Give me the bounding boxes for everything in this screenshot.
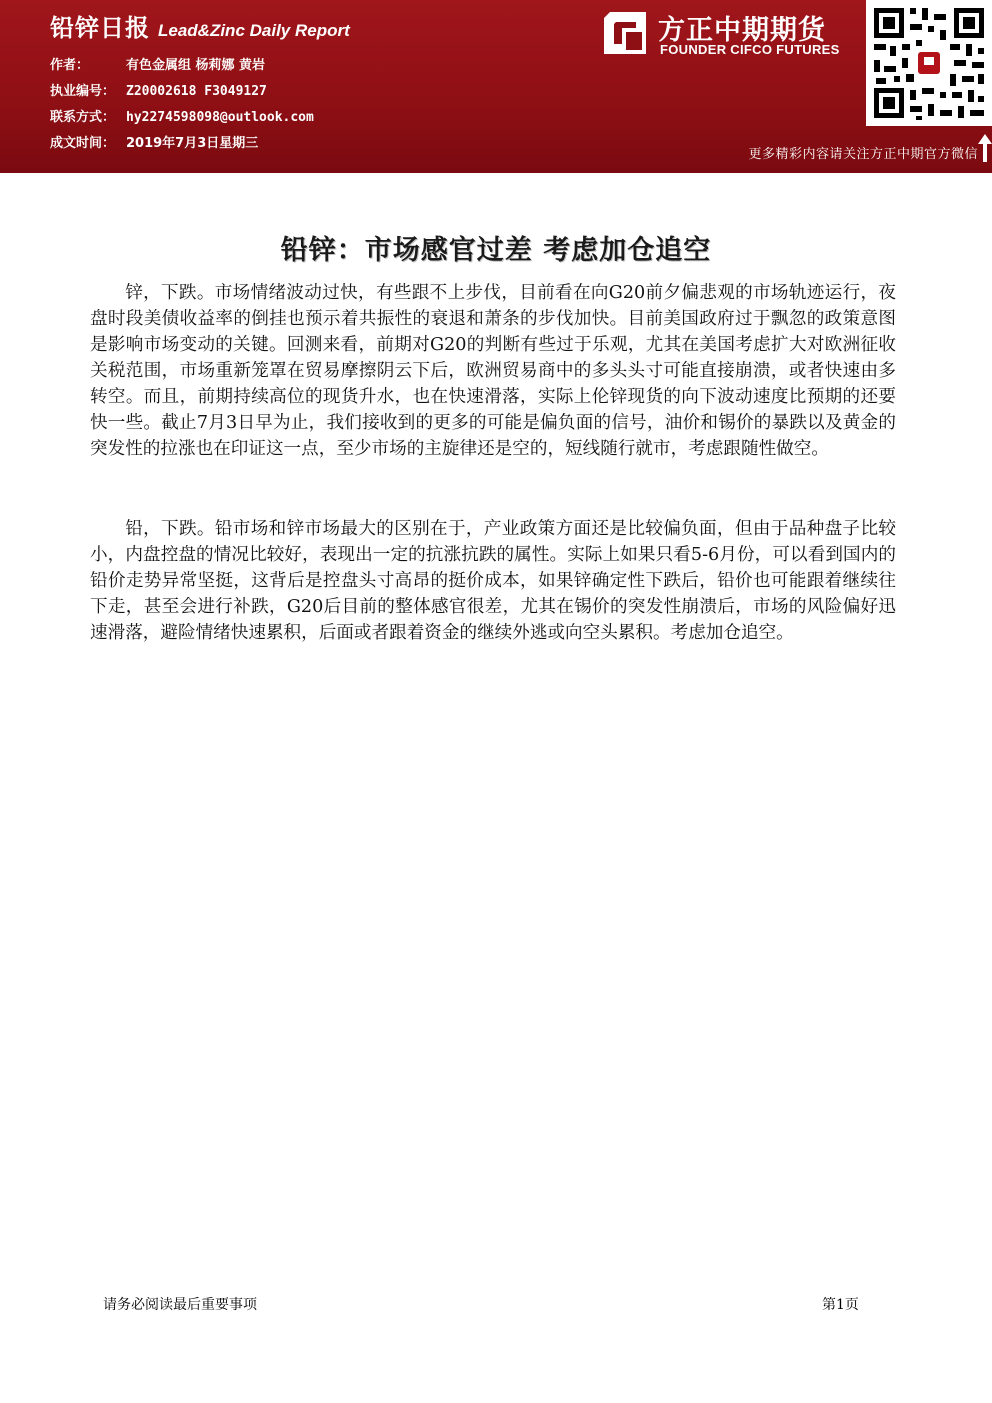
license-label: 执业编号： xyxy=(50,84,116,99)
company-logo xyxy=(602,8,858,64)
report-header xyxy=(0,0,992,173)
founder-logo-icon xyxy=(602,10,648,56)
company-name-cn: 方正中期期货 xyxy=(658,15,826,46)
author-label: 作者： xyxy=(50,58,90,73)
date-value: 2019年7月3日星期三 xyxy=(126,136,259,151)
qr-code-icon[interactable] xyxy=(866,0,992,126)
arrow-up-icon xyxy=(978,134,992,162)
license-line xyxy=(50,80,267,99)
report-title-cn: 铅锌日报 xyxy=(50,14,150,42)
article-title: 铅锌：市场感官过差 考虑加仓追空 xyxy=(280,235,712,267)
report-title-en: Lead&Zinc Daily Report xyxy=(158,21,350,40)
follow-wechat-text: 更多精彩内容请关注方正中期官方微信 xyxy=(748,147,978,162)
contact-line xyxy=(50,106,314,125)
date-line xyxy=(50,132,258,151)
paragraph-zinc: 锌，下跌。市场情绪波动过快，有些跟不上步伐，目前看在向G20前夕偏悲观的市场轨迹运行，夜盘时段美债收益率的倒挂也预示着共振性的衰退和萧条的步伐加快。目前美国政府过于飘忽的政策意图是影响市场变动的关键。回测来看，前期对G20的判断有些过于乐观，尤其在美国考虑扩大对欧洲征收关税范围，市场重新笼罩在贸易摩擦阴云下后，欧洲贸易商中的多头头寸可能直接崩溃，或者快速由多转空。而且，前期持续高位的现货升水，也在快速滑落，实际上伦锌现货的向下波动速度比预期的还要快一些。截止7月3日早为止，我们接收到的更多的可能是偏负面的信号，油价和锡价的暴跌以及黄金的突发性的拉涨也在印证这一点，至少市场的主旋律还是空的，短线随行就市，考虑跟随性做空。 xyxy=(90,283,896,459)
footer-disclaimer: 请务必阅读最后重要事项 xyxy=(103,1297,257,1313)
contact-label: 联系方式： xyxy=(50,110,116,125)
license-value: Z20002618 F3049127 xyxy=(126,84,267,99)
report-title xyxy=(50,8,350,43)
paragraph-lead: 铅，下跌。铅市场和锌市场最大的区别在于，产业政策方面还是比较偏负面，但由于品种盘子比较小，内盘控盘的情况比较好，表现出一定的抗涨抗跌的属性。实际上如果只看5-6月份，可以看到国内的铅价走势异常坚挺，这背后是控盘头寸高昂的挺价成本，如果锌确定性下跌后，铅价也可能跟着继续往下走，甚至会进行补跌，G20后目前的整体感官很差，尤其在锡价的突发性崩溃后，市场的风险偏好迅速滑落，避险情绪快速累积，后面或者跟着资金的继续外逃或向空头累积。考虑加仓追空。 xyxy=(90,519,896,643)
author-line xyxy=(50,54,265,73)
author-value: 有色金属组 杨莉娜 黄岩 xyxy=(126,58,266,73)
company-name-en: FOUNDER CIFCO FUTURES xyxy=(660,42,840,57)
contact-value[interactable]: hy2274598098@outlook.com xyxy=(126,110,314,125)
page-number: 第1页 xyxy=(822,1297,859,1313)
date-label: 成文时间： xyxy=(50,136,116,151)
